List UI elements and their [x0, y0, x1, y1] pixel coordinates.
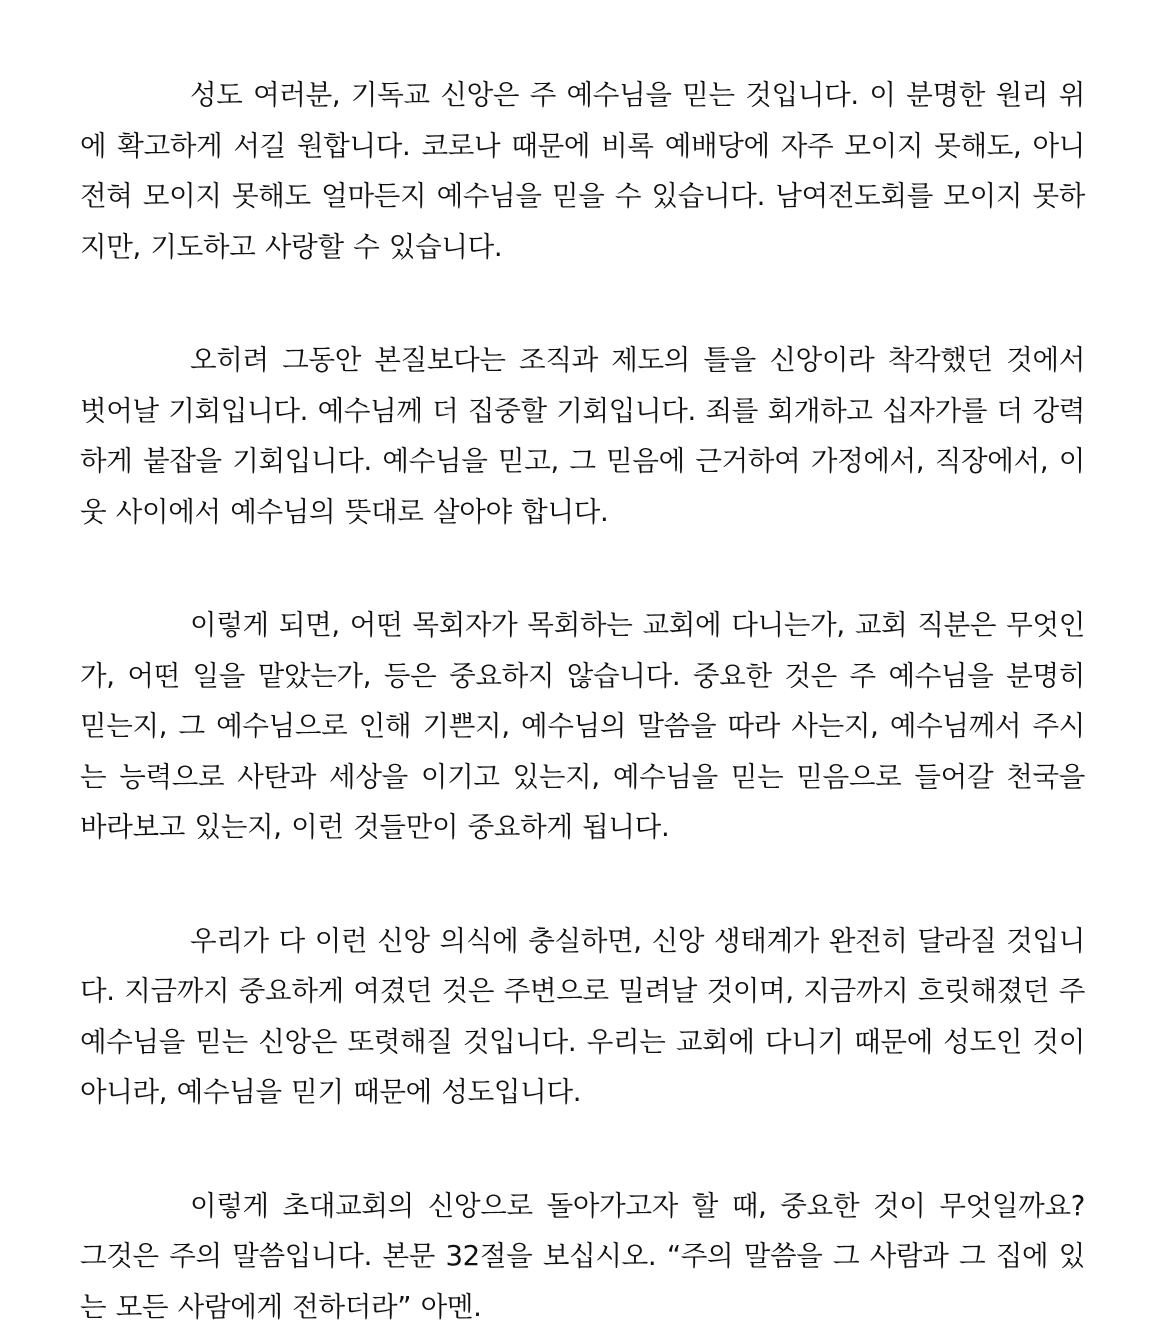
paragraph-5: 이렇게 초대교회의 신앙으로 돌아가고자 할 때, 중요한 것이 무엇일까요? 그것은 주의 말씀입니다. 본문 32절을 보십시오. “주의 말씀을 그 사람과 그 집에 있는 모든 사람에게 전하더라” 아멘. — [80, 1181, 1085, 1332]
paragraph-1: 성도 여러분, 기독교 신앙은 주 예수님을 믿는 것입니다. 이 분명한 원리 위에 확고하게 서길 원합니다. 코로나 때문에 비록 예배당에 자주 모이지 못해도, 아니 전혀 모이지 못해도 얼마든지 예수님을 믿을 수 있습니다. 남여전도회를 모이지 못하지만, 기도하고 사랑할 수 있습니다. — [80, 70, 1085, 272]
paragraph-3: 이렇게 되면, 어떤 목회자가 목회하는 교회에 다니는가, 교회 직분은 무엇인가, 어떤 일을 맡았는가, 등은 중요하지 않습니다. 중요한 것은 주 예수님을 분명히 믿는지, 그 예수님으로 인해 기쁜지, 예수님의 말씀을 따라 사는지, 예수님께서 주시는 능력으로 사탄과 세상을 이기고 있는지, 예수님을 믿는 믿음으로 들어갈 천국을 바라보고 있는지, 이런 것들만이 중요하게 됩니다. — [80, 600, 1085, 853]
document-body — [80, 70, 1085, 1332]
paragraph-2: 오히려 그동안 본질보다는 조직과 제도의 틀을 신앙이라 착각했던 것에서 벗어날 기회입니다. 예수님께 더 집중할 기회입니다. 죄를 회개하고 십자가를 더 강력하게 붙잡을 기회입니다. 예수님을 믿고, 그 믿음에 근거하여 가정에서, 직장에서, 이웃 사이에서 예수님의 뜻대로 살아야 합니다. — [80, 335, 1085, 537]
paragraph-4: 우리가 다 이런 신앙 의식에 충실하면, 신앙 생태계가 완전히 달라질 것입니다. 지금까지 중요하게 여겼던 것은 주변으로 밀려날 것이며, 지금까지 흐릿해졌던 주 예수님을 믿는 신앙은 또렷해질 것입니다. 우리는 교회에 다니기 때문에 성도인 것이 아니라, 예수님을 믿기 때문에 성도입니다. — [80, 916, 1085, 1118]
